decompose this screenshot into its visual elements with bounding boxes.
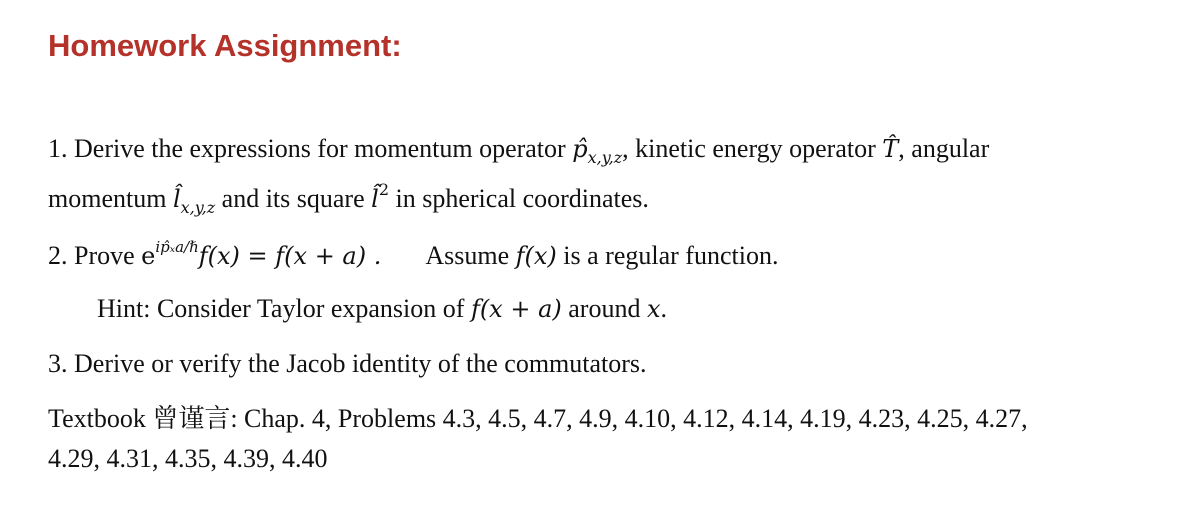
textbook-text-2: 4.29, 4.31, 4.35, 4.39, 4.40 bbox=[48, 444, 328, 473]
angular-momentum-square-exponent: 2 bbox=[378, 180, 390, 199]
problem-3-line bbox=[48, 348, 647, 379]
exponential-base: e bbox=[141, 242, 156, 270]
problem-1-text-d: momentum bbox=[48, 184, 173, 213]
problem-1-text-f: in spherical coordinates. bbox=[389, 184, 649, 213]
problem-2-line bbox=[48, 238, 778, 271]
hint-text-a: Hint: Consider Taylor expansion of bbox=[97, 294, 471, 323]
problem-1-line-1 bbox=[48, 133, 989, 167]
problem-2-text-a: 2. Prove bbox=[48, 241, 142, 270]
problem-1-text-c: , angular bbox=[898, 134, 990, 163]
problem-3-text: 3. Derive or verify the Jacob identity of the commutators. bbox=[48, 349, 647, 378]
hint-line bbox=[97, 293, 667, 324]
angular-momentum-square-symbol: l̂ bbox=[371, 185, 379, 213]
exponential-exponent: ip̂ₓa/ℏ bbox=[155, 238, 199, 256]
function-symbol: f(x) bbox=[515, 242, 557, 270]
problem-2-text-c: is a regular function. bbox=[556, 241, 779, 270]
problem-1-text-b: , kinetic energy operator bbox=[622, 134, 883, 163]
angular-momentum-operator-symbol: l̂ bbox=[172, 185, 181, 213]
angular-momentum-operator-subscript: x,y,z bbox=[180, 198, 216, 217]
hint-text-b: around bbox=[561, 294, 647, 323]
problem-2-text-b: Assume bbox=[425, 241, 516, 270]
momentum-operator-subscript: x,y,z bbox=[587, 148, 623, 167]
kinetic-energy-operator-symbol: T̂ bbox=[882, 135, 899, 163]
textbook-line-2 bbox=[48, 443, 328, 474]
hint-text-c: . bbox=[660, 294, 668, 323]
textbook-text-1: Textbook 曾谨言: Chap. 4, Problems 4.3, 4.5, 4.7, 4.9, 4.10, 4.12, 4.14, 4.19, 4.23, 4.25, 4.27, bbox=[48, 404, 1028, 433]
problem-1-text-a: 1. Derive the expressions for momentum operator bbox=[48, 134, 573, 163]
textbook-line-1 bbox=[48, 403, 1028, 434]
problem-1-line-2 bbox=[48, 180, 649, 217]
translation-equation: f(x) = f(x + a) . bbox=[198, 242, 382, 270]
page-title: Homework Assignment: bbox=[48, 28, 402, 63]
variable-x-symbol: x bbox=[646, 295, 661, 323]
problem-1-text-e: and its square bbox=[215, 184, 372, 213]
momentum-operator-symbol: p̂ bbox=[572, 135, 588, 163]
shifted-function-symbol: f(x + a) bbox=[470, 295, 562, 323]
